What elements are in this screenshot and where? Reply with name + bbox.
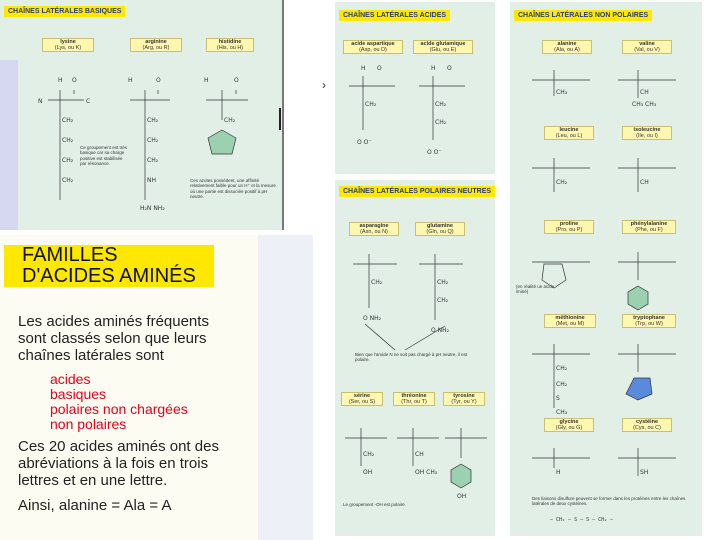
aa-box-lysine: lysine (Lys, ou K) [42, 38, 94, 52]
svg-text:CH₃ CH₃: CH₃ CH₃ [632, 101, 657, 108]
acid-side-chains-panel [335, 2, 495, 174]
polar-panel-tag: CHAÎNES LATÉRALES POLAIRES NEUTRES [339, 186, 495, 197]
aa-box-isoleucine: isoleucine (Ile, ou I) [622, 126, 672, 140]
svg-text:CH₂: CH₂ [371, 279, 383, 286]
svg-text:O NH₂: O NH₂ [363, 315, 382, 322]
acid-structures-drawing [335, 60, 495, 170]
family-list [50, 372, 188, 432]
aa-box-glutamic-acid: acide glutamique (Glu, ou E) [413, 40, 473, 54]
basic-side-chains-panel [0, 0, 284, 230]
svg-text:CH: CH [415, 451, 424, 458]
aa-box-proline: proline (Pro, ou P) [544, 220, 594, 234]
svg-text:CH₃: CH₃ [556, 409, 568, 416]
amide-note: Bien que l'amide N ne soit pas chargé à pH neutre, il est polaire. [355, 352, 468, 363]
svg-text:H: H [556, 469, 561, 476]
svg-text:O O⁻: O O⁻ [357, 139, 372, 146]
svg-text:CH₂: CH₂ [147, 117, 159, 124]
svg-text:O O⁻: O O⁻ [427, 149, 442, 156]
svg-text:O: O [447, 65, 452, 72]
svg-text:O: O [377, 65, 382, 72]
aa-box-asparagine: asparagine (Asn, ou N) [349, 222, 399, 236]
polar-structures-drawing [335, 242, 495, 536]
aa-box-glutamine: glutamine (Gln, ou Q) [415, 222, 465, 236]
svg-text:CH₂: CH₂ [147, 137, 159, 144]
aa-box-methionine: méthionine (Met, ou M) [544, 314, 596, 328]
svg-text:CH₂: CH₂ [556, 365, 568, 372]
svg-text:S: S [556, 395, 560, 402]
slide-example: Ainsi, alanine = Ala = A [18, 497, 172, 514]
svg-text:CH: CH [640, 179, 649, 186]
aa-box-threonine: thréonine (Thr, ou T) [393, 392, 435, 406]
aa-box-alanine: alanine (Ala, ou A) [542, 40, 592, 54]
aa-box-cysteine: cystéine (Cys, ou C) [622, 418, 672, 432]
oh-note: Le groupement -OH est polaire. [343, 502, 407, 507]
svg-text:CH₂: CH₂ [62, 117, 74, 124]
svg-text:CH₂: CH₂ [435, 101, 447, 108]
bracket-glyph [279, 108, 287, 130]
aa-box-aspartic-acid: acide aspartique (Asp, ou D) [343, 40, 403, 54]
svg-text:H: H [431, 65, 436, 72]
svg-text:CH₂: CH₂ [62, 177, 74, 184]
aa-box-valine: valine (Val, ou V) [622, 40, 672, 54]
svg-text:SH: SH [640, 469, 649, 476]
svg-text:OH: OH [457, 493, 467, 500]
proline-note: (en réalité un acide iminé) [516, 284, 555, 295]
histidine-note: Ces azotes possèdent, une affinité relativement faible pour un H⁺ et la mesure où une partie est dissociée positif à pH neutre. [190, 178, 276, 200]
svg-text:H: H [204, 77, 209, 84]
family-list-item: polaires non chargées [50, 401, 188, 417]
basic-structures-drawing [0, 60, 284, 230]
svg-text:CH₂: CH₂ [437, 297, 449, 304]
aa-box-arginine: arginine (Arg, ou R) [130, 38, 182, 52]
svg-text:CH₂: CH₂ [435, 119, 447, 126]
nonpolar-structures-drawing [510, 60, 702, 480]
family-list-item: non polaires [50, 416, 127, 432]
aa-box-tyrosine: tyrosine (Tyr, ou Y) [443, 392, 485, 406]
aa-box-serine: sérine (Ser, ou S) [341, 392, 383, 406]
slide-title-line2: D'ACIDES AMINÉS [22, 265, 196, 287]
acid-panel-tag: CHAÎNES LATÉRALES ACIDES [339, 10, 450, 21]
svg-text:CH₂: CH₂ [437, 279, 449, 286]
polar-side-chains-panel [335, 180, 495, 536]
svg-text:O: O [234, 77, 239, 84]
svg-text:O NH₂: O NH₂ [431, 327, 450, 334]
book-edge-shadow [258, 235, 313, 540]
svg-text:H: H [361, 65, 366, 72]
disulfide-formula: — CH₂ — S — S — CH₂ — [550, 517, 614, 523]
svg-text:H: H [128, 77, 133, 84]
svg-text:CH₂: CH₂ [365, 101, 377, 108]
slide-title [22, 245, 196, 287]
svg-text:NH: NH [147, 177, 156, 184]
slide-para: Ces 20 acides aminés ont des abréviations à la fois en trois lettres et en une lettre. [18, 438, 219, 489]
svg-text:O: O [72, 77, 77, 84]
svg-text:CH₂: CH₂ [147, 157, 159, 164]
svg-text:O: O [156, 77, 161, 84]
svg-text:CH₂: CH₂ [556, 381, 568, 388]
svg-text:CH₂: CH₂ [224, 117, 236, 124]
disulfide-note: Des liaisons disulfure peuvent se former dans les protéines entre les chaînes latérales de deux cystéines. [532, 496, 686, 507]
svg-text:OH: OH [363, 469, 373, 476]
aa-box-tryptophan: tryptophane (Trp, ou W) [622, 314, 676, 328]
svg-text:OH CH₃: OH CH₃ [415, 469, 438, 476]
aa-box-histidine: histidine (His, ou H) [206, 38, 254, 52]
nonpolar-side-chains-panel [510, 2, 702, 536]
svg-text:H: H [58, 77, 63, 84]
aa-box-leucine: leucine (Leu, ou L) [544, 126, 594, 140]
svg-text:CH₂: CH₂ [363, 451, 375, 458]
svg-text:CH₂: CH₂ [62, 157, 74, 164]
left-margin-strip [0, 60, 18, 230]
svg-text:N: N [38, 98, 43, 105]
family-list-item: basiques [50, 386, 107, 402]
lysine-note: Ce groupement est très basique car sa charge positive est stabilisée par résonance. [80, 145, 128, 167]
slide-intro: Les acides aminés fréquents sont classés selon que leurs chaînes latérales sont [18, 313, 209, 364]
aa-box-glycine: glycine (Gly, ou G) [544, 418, 594, 432]
slide-text-area [0, 235, 258, 540]
svg-text:H₂N NH₂: H₂N NH₂ [140, 205, 165, 212]
basic-panel-tag: CHAÎNES LATÉRALES BASIQUES [4, 6, 125, 17]
svg-text:CH₂: CH₂ [62, 137, 74, 144]
family-list-item: acides [50, 371, 91, 387]
svg-text:CH: CH [640, 89, 649, 96]
svg-text:CH₂: CH₂ [556, 179, 568, 186]
nonpolar-panel-tag: CHAÎNES LATÉRALES NON POLAIRES [514, 10, 652, 21]
svg-text:CH₃: CH₃ [556, 89, 568, 96]
arrow-glyph: › [322, 78, 326, 92]
slide-title-line1: FAMILLES [22, 244, 118, 266]
svg-text:C: C [86, 98, 91, 105]
aa-box-phenylalanine: phénylalanine (Phe, ou F) [622, 220, 676, 234]
